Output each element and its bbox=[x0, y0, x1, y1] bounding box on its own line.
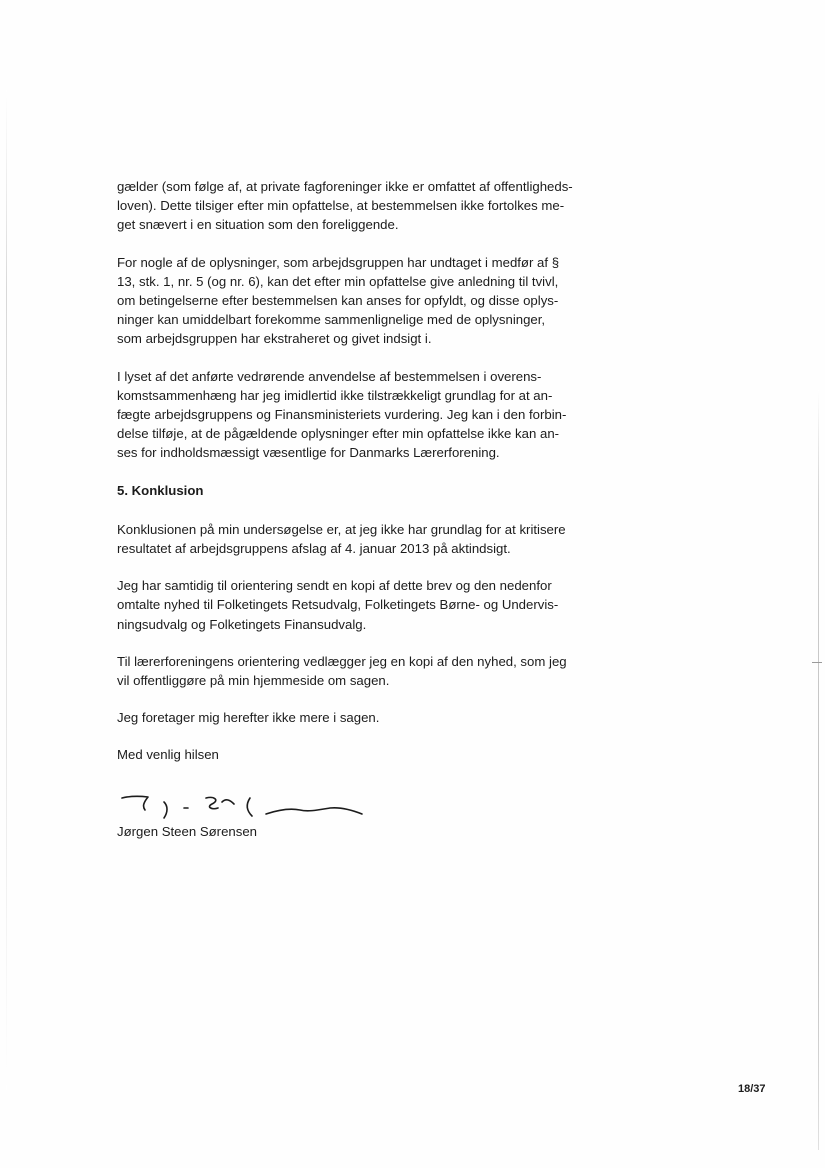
paragraph-1 bbox=[117, 177, 579, 235]
text-line: Med venlig hilsen bbox=[117, 747, 219, 763]
text-line: get snævert i en situation som den foreliggende. bbox=[117, 217, 399, 233]
text-line: Til lærerforeningens orientering vedlægger jeg en kopi af den nyhed, som jeg bbox=[117, 653, 567, 669]
letter-body bbox=[117, 177, 579, 783]
conclusion-paragraph-4 bbox=[117, 708, 579, 727]
paragraph-3 bbox=[117, 367, 579, 463]
section-heading: 5. Konklusion bbox=[117, 482, 204, 498]
text-line: Jeg foretager mig herefter ikke mere i sagen. bbox=[117, 710, 380, 726]
text-line: komstsammenhæng har jeg imidlertid ikke tilstrækkeligt grundlag for at an- bbox=[117, 387, 553, 403]
text-line: omtalte nyhed til Folketingets Retsudvalg, Folketingets Børne- og Undervis- bbox=[117, 597, 559, 613]
conclusion-paragraph-2 bbox=[117, 576, 579, 634]
text-line: ses for indholdsmæssigt væsentlige for Danmarks Lærerforening. bbox=[117, 445, 500, 461]
text-line: delse tilføje, at de pågældende oplysninger efter min opfattelse ikke kan an- bbox=[117, 426, 560, 442]
text-line: Jeg har samtidig til orientering sendt en kopi af dette brev og den nedenfor bbox=[117, 578, 552, 594]
paragraph-2 bbox=[117, 253, 579, 349]
text-line: 13, stk. 1, nr. 5 (og nr. 6), kan det efter min opfattelse give anledning til tvivl, bbox=[117, 273, 559, 289]
text-line: ninger kan umiddelbart forekomme sammenlignelige med de oplysninger, bbox=[117, 312, 546, 328]
signer-name: Jørgen Steen Sørensen bbox=[117, 824, 258, 839]
conclusion-paragraph-1 bbox=[117, 520, 579, 558]
closing-greeting bbox=[117, 745, 579, 764]
text-line: For nogle af de oplysninger, som arbejdsgruppen har undtaget i medfør af § bbox=[117, 254, 560, 270]
text-line: resultatet af arbejdsgruppens afslag af 4. januar 2013 på aktindsigt. bbox=[117, 541, 511, 557]
text-line: loven). Dette tilsiger efter min opfattelse, at bestemmelsen ikke fortolkes me- bbox=[117, 198, 565, 214]
text-line: Konklusionen på min undersøgelse er, at jeg ikke har grundlag for at kritisere bbox=[117, 521, 566, 537]
text-line: vil offentliggøre på min hjemmeside om sagen. bbox=[117, 673, 390, 689]
scan-edge-right bbox=[818, 390, 819, 1150]
conclusion-paragraph-3 bbox=[117, 652, 579, 690]
scan-edge-left bbox=[6, 90, 7, 1090]
text-line: gælder (som følge af, at private fagforeninger ikke er omfattet af offentligheds- bbox=[117, 179, 573, 194]
text-line: som arbejdsgruppen har ekstraheret og givet indsigt i. bbox=[117, 331, 432, 347]
text-line: fægte arbejdsgruppens og Finansministeriets vurdering. Jeg kan i den forbin- bbox=[117, 407, 567, 423]
text-line: ningsudvalg og Folketingets Finansudvalg. bbox=[117, 616, 367, 632]
text-line: om betingelserne efter bestemmelsen kan anses for opfyldt, og disse oplys- bbox=[117, 293, 559, 309]
text-line: I lyset af det anførte vedrørende anvendelse af bestemmelsen i overens- bbox=[117, 368, 542, 384]
page-number: 18/37 bbox=[738, 1083, 766, 1095]
scan-edge-mark bbox=[812, 662, 822, 663]
